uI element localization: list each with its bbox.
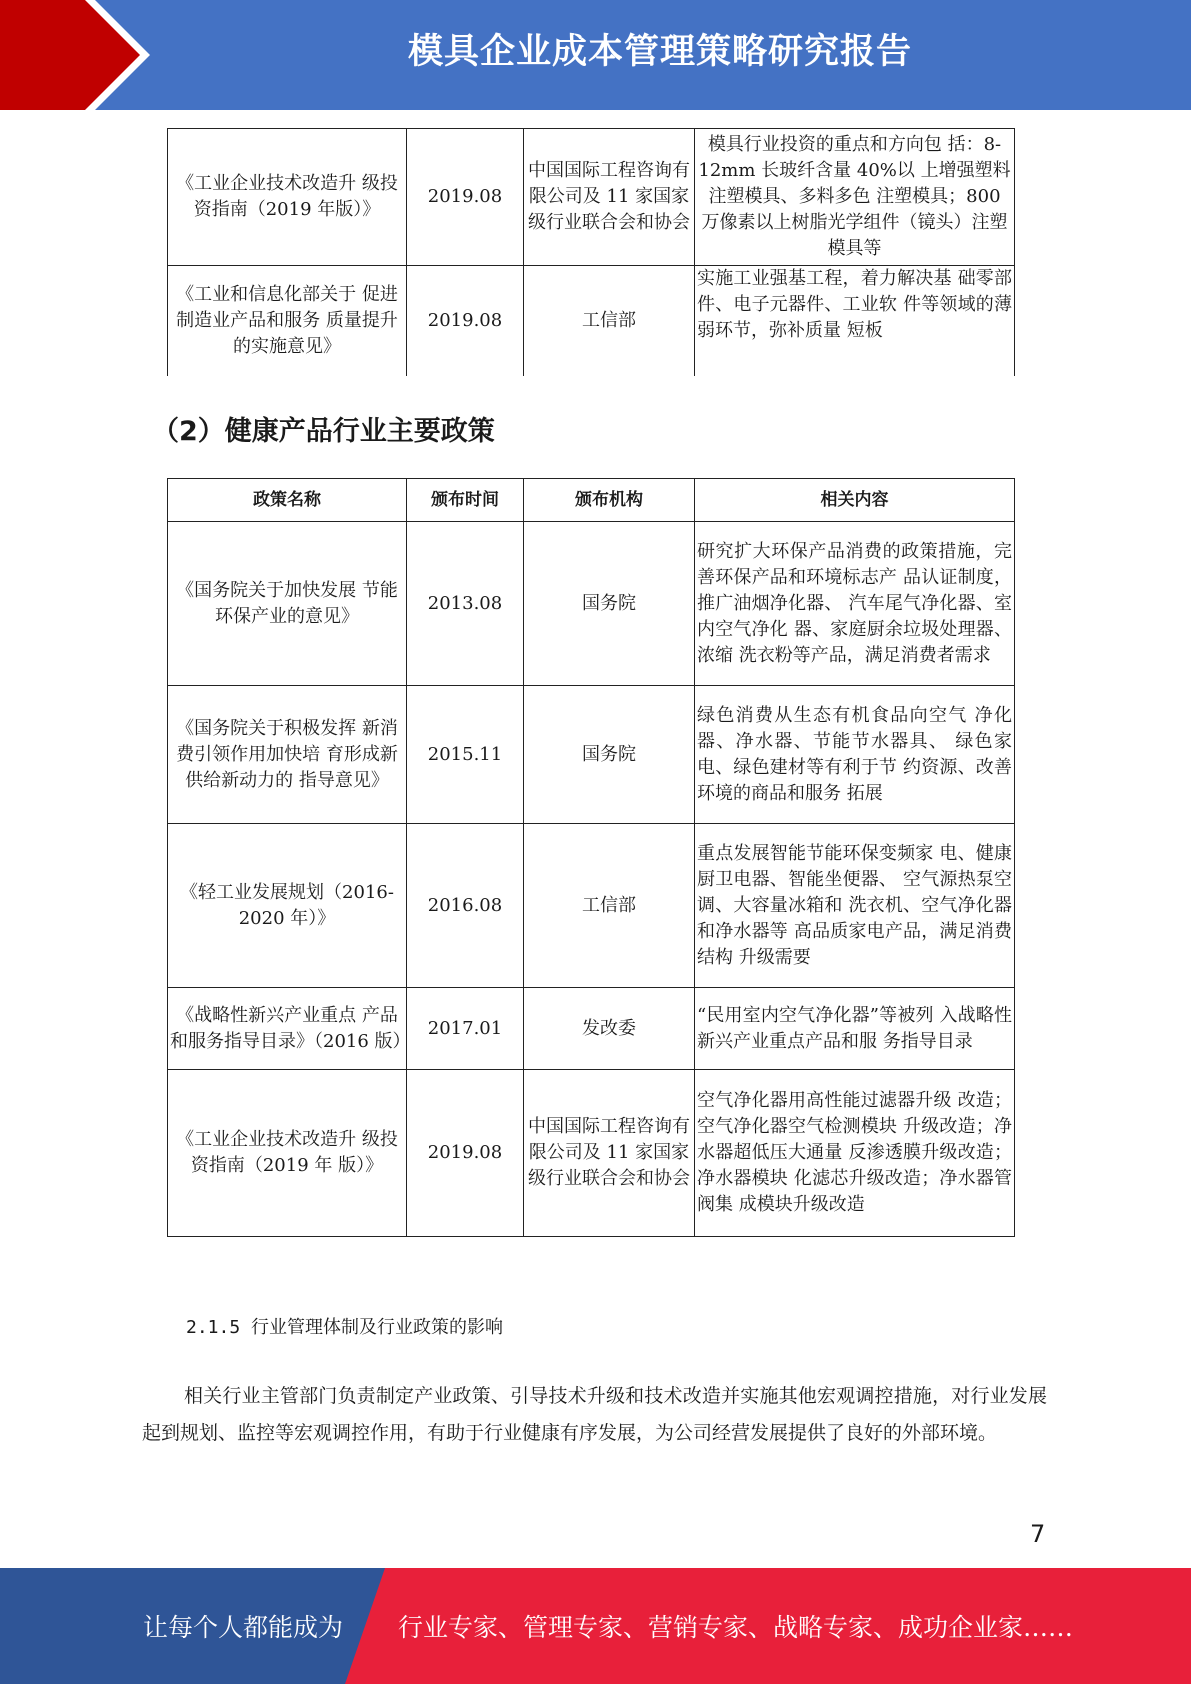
content-cell: 实施工业强基工程，着力解决基 础零部件、电子元器件、工业软 件等领域的薄弱环节，弥补质量 短板 [695,266,1015,376]
table-row [168,988,1015,1070]
report-title: 模具企业成本管理策略研究报告 [407,32,912,72]
issue-date-cell: 2015.11 [407,686,524,824]
table-row [168,686,1015,824]
content-cell: 重点发展智能节能环保变频家 电、健康厨卫电器、智能坐便器、 空气源热泵空调、大容量冰箱和 洗衣机、空气净化器和净水器等 高品质家电产品，满足消费结构 升级需要 [695,824,1015,988]
page-footer [0,1568,1191,1684]
content-cell: 绿色消费从生态有机食品向空气 净化器、净水器、节能节水器具、 绿色家电、绿色建材等有利于节 约资源、改善环境的商品和服务 拓展 [695,686,1015,824]
issuer-cell: 工信部 [524,266,695,376]
column-header-issuer: 颁布机构 [524,479,695,522]
issuer-cell: 中国国际工程咨询有限公司及 11 家国家级行业联合会和协会 [524,1070,695,1237]
footer-slogan-left: 让每个人都能成为 [143,1613,344,1642]
subsection-heading: 2.1.5 行业管理体制及行业政策的影响 [186,1317,504,1338]
issuer-cell: 国务院 [524,522,695,686]
body-paragraph: 相关行业主管部门负责制定产业政策、引导技术升级和技术改造并实施其他宏观调控措施，对行业发展起到规划、监控等宏观调控作用，有助于行业健康有序发展，为公司经营发展提供了良好的外部环境。 [142,1385,1047,1444]
page-number: 7 [1030,1520,1046,1548]
content-cell: 研究扩大环保产品消费的政策措施，完善环保产品和环境标志产 品认证制度，推广油烟净化器、 汽车尾气净化器、室内空气净化 器、家庭厨余垃圾处理器、浓缩 洗衣粉等产品，满足消费者需求 [695,522,1015,686]
policy-name-cell: 《工业企业技术改造升 级投资指南（2019 年版）》 [168,129,407,266]
column-header-issue-date: 颁布时间 [407,479,524,522]
content-cell: “民用室内空气净化器”等被列 入战略性新兴产业重点产品和服 务指导目录 [695,988,1015,1070]
health-product-policy-table [167,478,1015,1237]
policy-name-cell: 《轻工业发展规划（2016-2020 年）》 [168,824,407,988]
section-heading: （2）健康产品行业主要政策 [152,416,495,447]
policy-name-cell: 《国务院关于加快发展 节能环保产业的意见》 [168,522,407,686]
issue-date-cell: 2017.01 [407,988,524,1070]
footer-slogan-right: 行业专家、管理专家、营销专家、战略专家、成功企业家…… [398,1613,1074,1642]
mold-policy-table-continued [167,128,1015,376]
table-row [168,1070,1015,1237]
issue-date-cell: 2019.08 [407,1070,524,1237]
issuer-cell: 发改委 [524,988,695,1070]
policy-name-cell: 《工业企业技术改造升 级投资指南（2019 年 版）》 [168,1070,407,1237]
content-cell: 模具行业投资的重点和方向包 括：8-12mm 长玻纤含量 40%以 上增强塑料注塑模具、多料多色 注塑模具；800 万像素以上树脂光学组件（镜头）注塑模具等 [695,129,1015,266]
issuer-cell: 中国国际工程咨询有限公司及 11 家国家级行业联合会和协会 [524,129,695,266]
content-cell: 空气净化器用高性能过滤器升级 改造；空气净化器空气检测模块 升级改造；净水器超低压大通量 反渗透膜升级改造；净水器模块 化滤芯升级改造；净水器管阀集 成模块升级改造 [695,1070,1015,1237]
policy-name-cell: 《工业和信息化部关于 促进制造业产品和服务 质量提升的实施意见》 [168,266,407,376]
issue-date-cell: 2019.08 [407,129,524,266]
policy-name-cell: 《国务院关于积极发挥 新消费引领作用加快培 育形成新供给新动力的 指导意见》 [168,686,407,824]
issue-date-cell: 2013.08 [407,522,524,686]
column-header-policy-name: 政策名称 [168,479,407,522]
table-header-row [168,479,1015,522]
issue-date-cell: 2019.08 [407,266,524,376]
issuer-cell: 工信部 [524,824,695,988]
policy-name-cell: 《战略性新兴产业重点 产品和服务指导目录》（2016 版） [168,988,407,1070]
column-header-content: 相关内容 [695,479,1015,522]
issue-date-cell: 2016.08 [407,824,524,988]
table-row [168,522,1015,686]
issuer-cell: 国务院 [524,686,695,824]
table-row [168,266,1015,376]
table-row [168,129,1015,266]
table-row [168,824,1015,988]
page-header [0,0,1191,110]
